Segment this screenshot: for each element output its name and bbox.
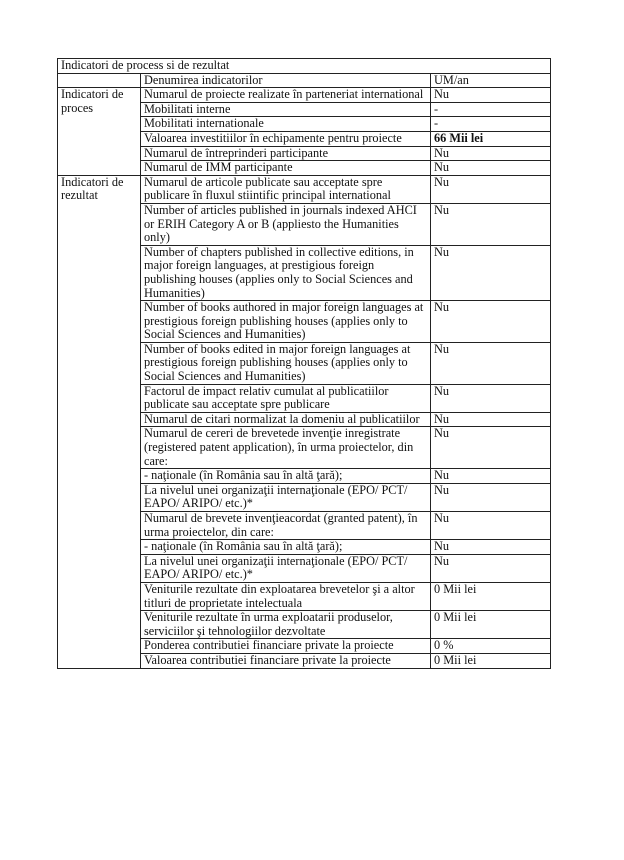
indicator-value: Nu [431, 175, 551, 203]
table-title: Indicatori de process si de rezultat [58, 59, 551, 74]
indicator-name: Valoarea investitiilor în echipamente pentru proiecte [141, 131, 431, 146]
indicator-value: 0 Mii lei [431, 582, 551, 610]
indicator-name: Numarul de IMM participante [141, 161, 431, 176]
indicator-value: Nu [431, 342, 551, 384]
indicator-name: Numarul de întreprinderi participante [141, 146, 431, 161]
indicator-name: Numarul de articole publicate sau acceptate spre publicare în fluxul stiintific principal international [141, 175, 431, 203]
indicator-value: - [431, 102, 551, 117]
indicator-name: Number of books edited in major foreign languages at prestigious foreign publishing houses (applies only to Social Sciences and Humanities) [141, 342, 431, 384]
table-row [58, 88, 551, 103]
indicator-name: Numarul de citari normalizat la domeniu al publicatiilor [141, 412, 431, 427]
indicator-value: Nu [431, 427, 551, 469]
table-row [58, 175, 551, 203]
indicator-value: Nu [431, 146, 551, 161]
indicator-name: Ponderea contributiei financiare private la proiecte [141, 639, 431, 654]
indicator-value: Nu [431, 88, 551, 103]
group-label-process: Indicatori de proces [58, 88, 141, 176]
indicator-value: Nu [431, 245, 551, 300]
indicator-value: - [431, 117, 551, 132]
indicator-value: Nu [431, 554, 551, 582]
indicator-value: Nu [431, 469, 551, 484]
indicator-name: La nivelul unei organizaţii internaţionale (EPO/ PCT/ EAPO/ ARIPO/ etc.)* [141, 554, 431, 582]
indicator-name: Numarul de cereri de brevetede invenţie inregistrate (registered patent application), în urma proiectelor, din care: [141, 427, 431, 469]
indicator-value: Nu [431, 540, 551, 555]
indicator-name: Mobilitati interne [141, 102, 431, 117]
indicator-value: Nu [431, 483, 551, 511]
indicator-value: Nu [431, 384, 551, 412]
indicator-value: Nu [431, 301, 551, 343]
indicator-value: Nu [431, 412, 551, 427]
indicator-name: Number of articles published in journals indexed AHCI or ERIH Category A or B (appliesto the Humanities only) [141, 203, 431, 245]
indicator-name: Numarul de brevete invenţieacordat (granted patent), în urma proiectelor, din care: [141, 512, 431, 540]
indicator-name: Valoarea contributiei financiare private la proiecte [141, 653, 431, 668]
header-name: Denumirea indicatorilor [141, 73, 431, 88]
indicator-name: - naţionale (în România sau în altă ţară); [141, 540, 431, 555]
indicator-name: Mobilitati internationale [141, 117, 431, 132]
indicator-name: - naţionale (în România sau în altă ţară); [141, 469, 431, 484]
indicator-value: 0 Mii lei [431, 653, 551, 668]
indicator-value: Nu [431, 161, 551, 176]
indicator-value: 0 % [431, 639, 551, 654]
group-label-result: Indicatori de rezultat [58, 175, 141, 668]
indicator-value: Nu [431, 512, 551, 540]
indicator-value: 0 Mii lei [431, 611, 551, 639]
indicator-name: Veniturile rezultate în urma exploatarii produselor, serviciilor şi tehnologiilor dezvoltate [141, 611, 431, 639]
indicator-name: Number of books authored in major foreign languages at prestigious foreign publishing houses (applies only to Social Sciences and Humanities) [141, 301, 431, 343]
indicator-value: 66 Mii lei [431, 131, 551, 146]
indicator-name: La nivelul unei organizaţii internaţionale (EPO/ PCT/ EAPO/ ARIPO/ etc.)* [141, 483, 431, 511]
indicator-name: Number of chapters published in collective editions, in major foreign languages, at prestigious foreign publishing houses (applies only to Social Sciences and Humanities) [141, 245, 431, 300]
header-unit: UM/an [431, 73, 551, 88]
indicator-name: Factorul de impact relativ cumulat al publicatiilor publicate sau acceptate spre publicare [141, 384, 431, 412]
indicator-name: Veniturile rezultate din exploatarea brevetelor şi a altor titluri de proprietate intelectuala [141, 582, 431, 610]
indicator-name: Numarul de proiecte realizate în parteneriat international [141, 88, 431, 103]
header-blank-cell [58, 73, 141, 88]
indicator-value: Nu [431, 203, 551, 245]
indicators-table [57, 58, 551, 669]
